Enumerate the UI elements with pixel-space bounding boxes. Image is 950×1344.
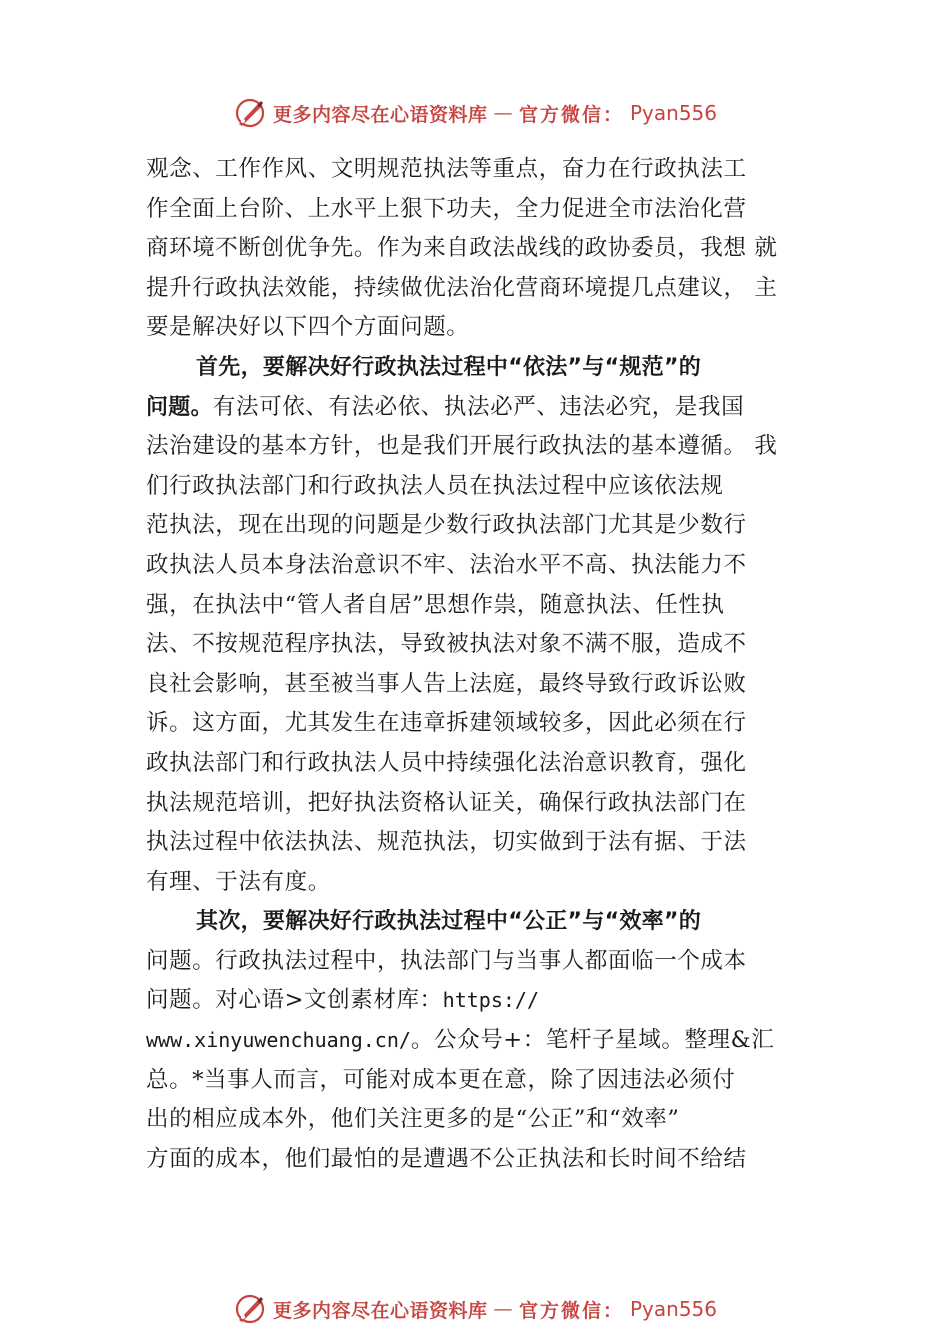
text-segment: 范执法，现在出现的问题是少数行政执法部门尤其是少数行 bbox=[146, 512, 747, 539]
text-segment: 问题。行政执法过程中，执法部门与当事人都面临一个成本 bbox=[146, 947, 747, 974]
url-segment: www.xinyuwenchuang.cn/ bbox=[146, 1028, 411, 1053]
text-line bbox=[146, 506, 836, 546]
text-segment: 诉。这方面，尤其发生在违章拆建领域较多，因此必须在行 bbox=[146, 710, 747, 737]
text-line bbox=[146, 427, 836, 467]
text-segment: 法、不按规范程序执法，导致被执法对象不满不服，造成不 bbox=[146, 631, 747, 658]
text-line bbox=[146, 388, 836, 428]
text-line bbox=[146, 150, 836, 190]
text-line bbox=[146, 229, 836, 269]
text-segment: 们行政执法部门和行政执法人员在执法过程中应该依法规 bbox=[146, 472, 724, 499]
header-watermark-banner bbox=[0, 93, 950, 133]
text-line bbox=[146, 744, 836, 784]
text-line bbox=[146, 546, 836, 586]
text-segment: 要是解决好以下四个方面问题。 bbox=[146, 314, 470, 341]
heading-segment: 其次，要解决好行政执法过程中“公正”与“效率”的 bbox=[196, 909, 702, 935]
text-line bbox=[146, 902, 836, 942]
text-segment: 问题。对心语>文创素材库： bbox=[146, 987, 443, 1014]
banner-wechat-label: 官方微信： bbox=[518, 1299, 624, 1322]
text-segment: 执法规范培训，把好执法资格认证关，确保行政执法部门在 bbox=[146, 789, 747, 816]
pen-logo-icon bbox=[233, 1292, 267, 1326]
text-line bbox=[146, 625, 836, 665]
text-line bbox=[146, 823, 836, 863]
text-line bbox=[146, 665, 836, 705]
banner-wechat-id: Pyan556 bbox=[630, 101, 718, 125]
text-line bbox=[146, 1100, 836, 1140]
url-segment: https:// bbox=[442, 988, 539, 1013]
text-segment: 法治建设的基本方针，也是我们开展行政执法的基本遵循。 我 bbox=[146, 433, 778, 460]
banner-site-name: 更多内容尽在心语资料库 bbox=[272, 103, 488, 126]
text-segment: 有理、于法有度。 bbox=[146, 868, 331, 895]
banner-wechat-id: Pyan556 bbox=[630, 1297, 718, 1321]
text-line bbox=[146, 1021, 836, 1061]
text-line bbox=[146, 1061, 836, 1101]
text-segment: 观念、工作作风、文明规范执法等重点，奋力在行政执法工 bbox=[146, 156, 747, 182]
text-line bbox=[146, 784, 836, 824]
text-line bbox=[146, 308, 836, 348]
text-line bbox=[146, 704, 836, 744]
text-segment: 执法过程中依法执法、规范执法，切实做到于法有据、于法 bbox=[146, 829, 747, 856]
text-segment: 作全面上台阶、上水平上狠下功夫，全力促进全市法治化营 bbox=[146, 195, 747, 222]
banner-site-name: 更多内容尽在心语资料库 bbox=[272, 1299, 488, 1322]
text-line bbox=[146, 348, 836, 388]
banner-wechat-label: 官方微信： bbox=[518, 103, 624, 126]
pen-logo-icon bbox=[233, 96, 267, 130]
text-segment: 良社会影响，甚至被当事人告上法庭，最终导致行政诉讼败 bbox=[146, 670, 747, 697]
text-line bbox=[146, 586, 836, 626]
text-segment: 政执法部门和行政执法人员中持续强化法治意识教育，强化 bbox=[146, 749, 747, 776]
text-line bbox=[146, 467, 836, 507]
text-segment: 总。*当事人而言，可能对成本更在意，除了因违法必须付 bbox=[146, 1066, 736, 1093]
text-segment: 有法可依、有法必依、执法必严、违法必究，是我国 bbox=[212, 393, 745, 420]
text-line bbox=[146, 190, 836, 230]
text-segment: 出的相应成本外，他们关注更多的是“公正”和“效率” bbox=[146, 1106, 680, 1133]
banner-dash: — bbox=[493, 102, 513, 124]
text-segment: 提升行政执法效能，持续做优法治化营商环境提几点建议， 主 bbox=[146, 274, 778, 301]
footer-watermark-banner bbox=[0, 1289, 950, 1329]
heading-segment: 问题。 bbox=[146, 394, 213, 420]
text-segment: 。公众号+：笔杆子星域。整理&汇 bbox=[410, 1027, 775, 1054]
text-line bbox=[146, 269, 836, 309]
document-body bbox=[146, 150, 836, 1179]
text-line bbox=[146, 1140, 836, 1180]
text-segment: 商环境不断创优争先。作为来自政法战线的政协委员，我想 就 bbox=[146, 235, 778, 262]
text-segment: 政执法人员本身法治意识不牢、法治水平不高、执法能力不 bbox=[146, 551, 747, 578]
banner-dash: — bbox=[493, 1298, 513, 1320]
text-line bbox=[146, 981, 836, 1021]
text-segment: 强，在执法中“管人者自居”思想作祟，随意执法、任性执 bbox=[146, 591, 725, 618]
text-line bbox=[146, 863, 836, 903]
heading-segment: 首先，要解决好行政执法过程中“依法”与“规范”的 bbox=[196, 354, 702, 380]
text-line bbox=[146, 942, 836, 982]
text-segment: 方面的成本，他们最怕的是遭遇不公正执法和长时间不给结 bbox=[146, 1145, 747, 1172]
